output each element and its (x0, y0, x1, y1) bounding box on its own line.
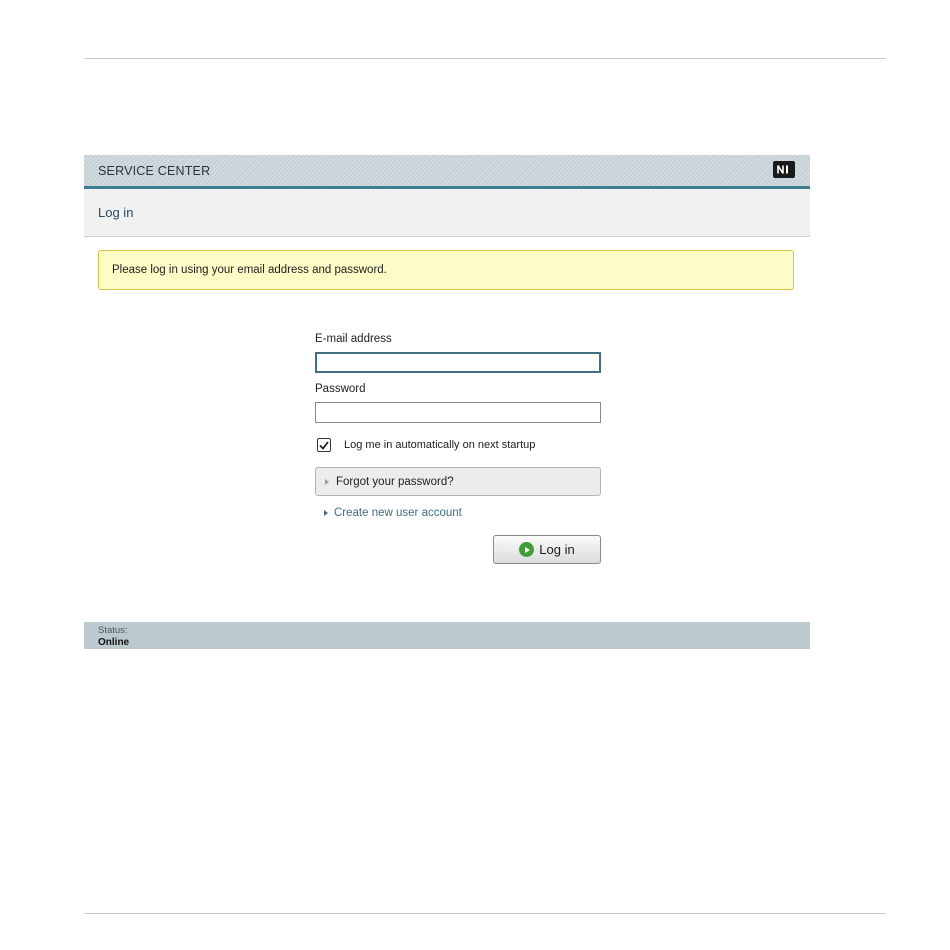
status-value: Online (98, 637, 130, 648)
page-header (84, 189, 810, 237)
checkmark-icon (319, 441, 329, 450)
page-title: Log in (98, 205, 134, 220)
status-bar (84, 622, 810, 649)
ni-logo-icon (773, 161, 795, 178)
app-title: SERVICE CENTER (98, 164, 211, 178)
forgot-password-label: Forgot your password? (336, 475, 454, 488)
password-field[interactable] (315, 402, 601, 423)
top-divider (84, 58, 886, 59)
auto-login-row (317, 437, 535, 453)
bottom-divider (84, 913, 886, 914)
email-label: E-mail address (315, 333, 392, 345)
create-account-link[interactable] (324, 507, 462, 519)
link-arrow-icon (324, 510, 328, 516)
login-button-label: Log in (539, 542, 575, 557)
password-label: Password (315, 383, 366, 395)
forgot-password-toggle[interactable] (315, 467, 601, 496)
auto-login-label[interactable]: Log me in automatically on next startup (344, 439, 536, 451)
header-bar (84, 155, 810, 189)
info-notice (98, 250, 794, 290)
status-label: Status: (98, 625, 128, 636)
service-center-window (84, 155, 810, 649)
notice-text: Please log in using your email address and password. (112, 264, 387, 276)
play-icon (519, 542, 534, 557)
email-field[interactable] (315, 352, 601, 373)
create-account-label: Create new user account (334, 507, 462, 519)
expand-arrow-icon (325, 479, 329, 485)
login-button[interactable] (493, 535, 601, 564)
auto-login-checkbox[interactable] (317, 438, 331, 452)
